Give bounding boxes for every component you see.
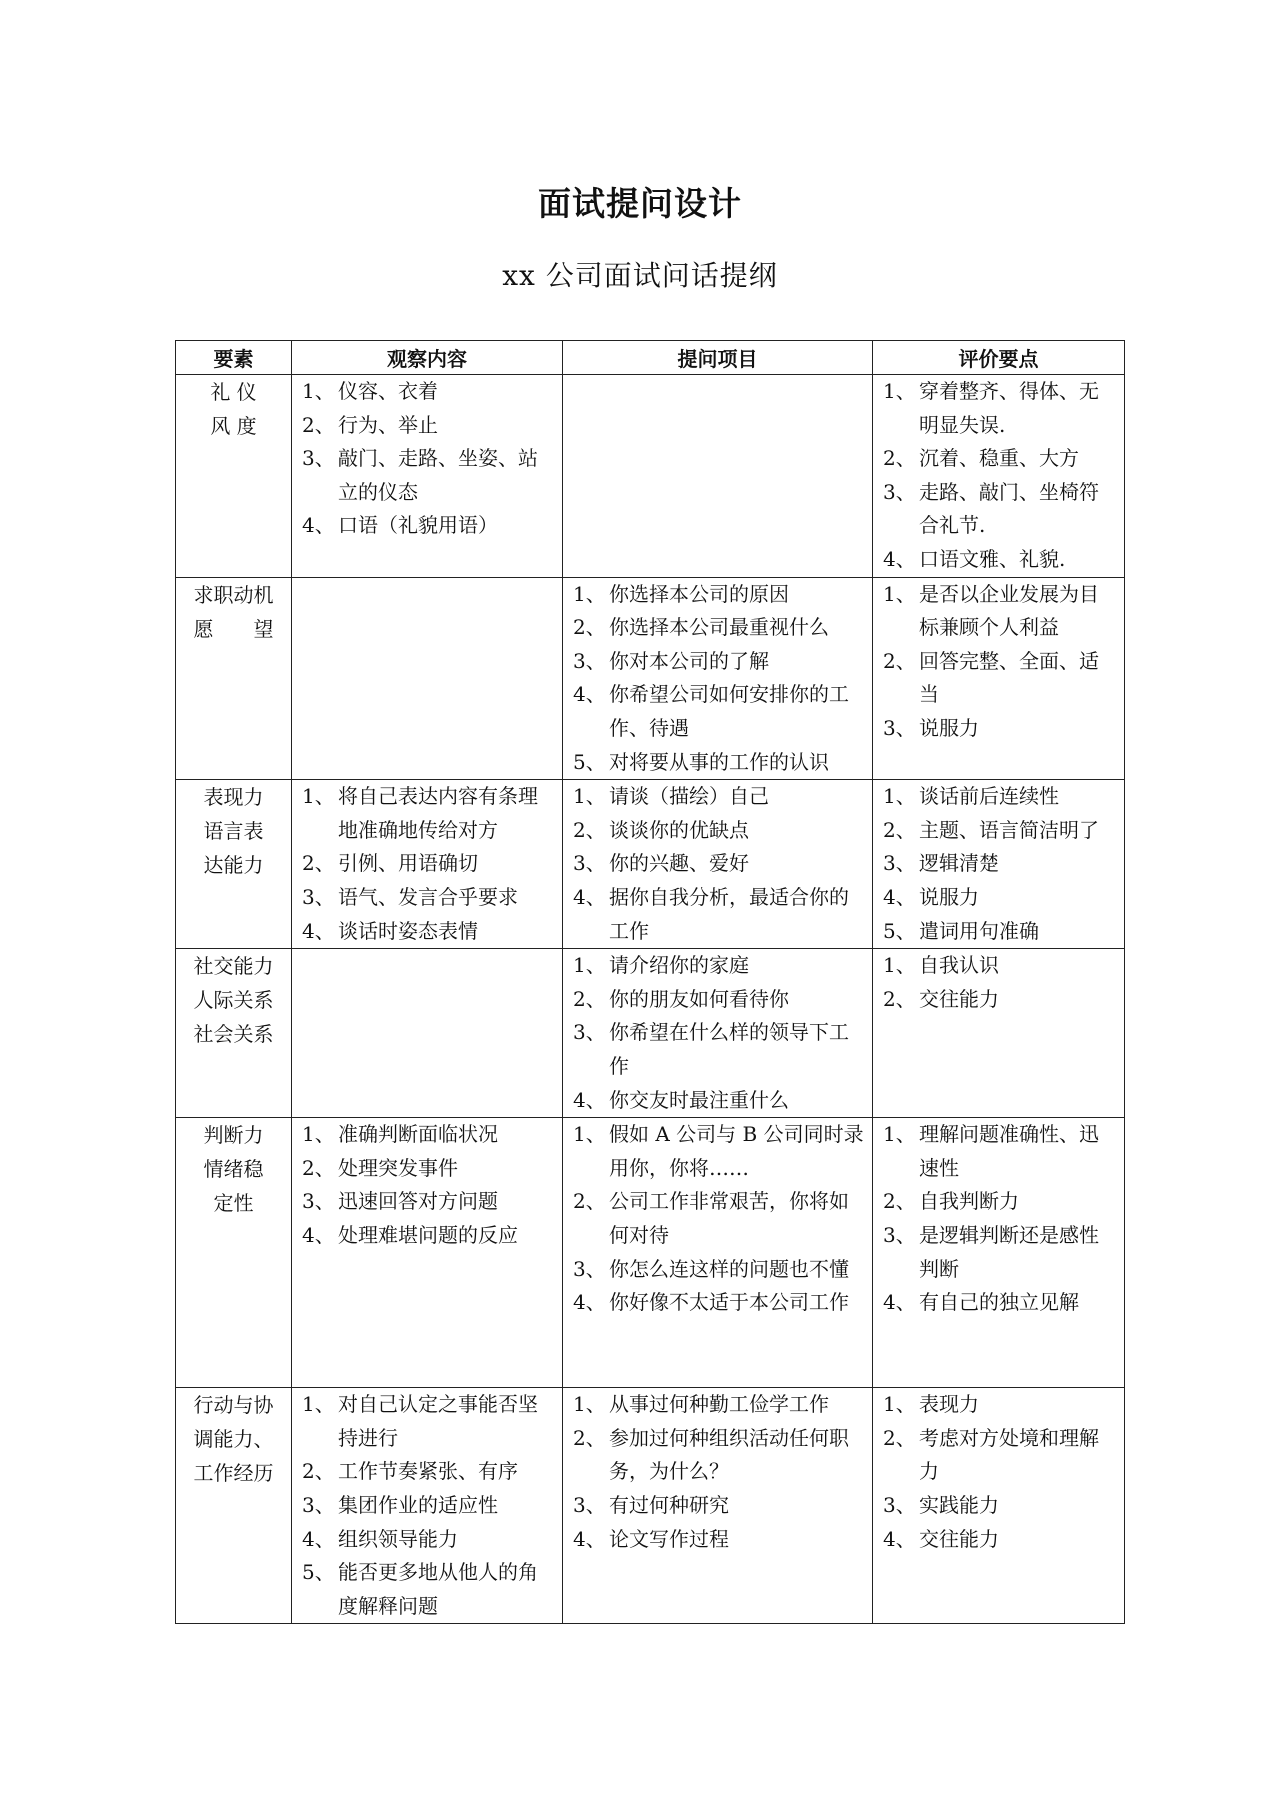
header-row (176, 341, 1125, 375)
item-text: 你对本公司的了解 (609, 648, 769, 673)
item-number: 3、 (302, 1492, 335, 1517)
list-item (302, 509, 556, 543)
item-number: 2、 (883, 986, 916, 1011)
list-item (883, 645, 1118, 712)
item-text: 谈谈你的优缺点 (609, 817, 749, 842)
item-number: 3、 (573, 648, 606, 673)
list-item (573, 881, 866, 948)
item-text: 沉着、稳重、大方 (919, 446, 1079, 471)
item-number: 3、 (883, 1492, 916, 1517)
item-text: 说服力 (919, 715, 979, 740)
evaluation-list (883, 949, 1118, 1016)
item-text: 穿着整齐、得体、无明显失误. (919, 379, 1099, 437)
list-item (302, 847, 556, 881)
item-text: 是逻辑判断还是感性判断 (919, 1222, 1099, 1281)
item-number: 2、 (302, 1155, 335, 1180)
evaluation-cell (873, 1118, 1125, 1388)
list-item (302, 442, 556, 509)
item-text: 集团作业的适应性 (338, 1492, 498, 1517)
item-text: 公司工作非常艰苦，你将如何对待 (609, 1189, 849, 1247)
item-text: 回答完整、全面、适当 (919, 648, 1099, 707)
list-item (573, 1185, 866, 1252)
item-number: 4、 (883, 1526, 916, 1551)
item-text: 遣词用句准确 (919, 918, 1039, 943)
observe-cell (292, 1388, 563, 1624)
list-item (302, 1523, 556, 1557)
item-text: 论文写作过程 (609, 1526, 729, 1551)
item-number: 1、 (883, 581, 916, 606)
item-text: 敲门、走路、坐姿、站立的仪态 (338, 446, 538, 504)
element-label-line: 表现力 (203, 785, 264, 810)
list-item (573, 814, 866, 848)
list-item (883, 780, 1118, 814)
item-text: 说服力 (919, 884, 979, 909)
item-number: 4、 (573, 682, 606, 707)
item-text: 迅速回答对方问题 (338, 1189, 498, 1214)
item-number: 1、 (883, 379, 916, 403)
element-label-line: 语言表 (203, 819, 264, 844)
item-number: 4、 (573, 1290, 606, 1315)
list-item (573, 1523, 866, 1557)
item-number: 2、 (883, 446, 916, 471)
observe-list (302, 1118, 556, 1252)
item-text: 自我认识 (919, 953, 999, 978)
item-text: 交往能力 (919, 1526, 999, 1551)
element-label-line: 行动与协 (193, 1393, 274, 1418)
item-number: 1、 (883, 1122, 916, 1147)
item-text: 你怎么连这样的问题也不懂 (609, 1256, 849, 1281)
questions-cell (563, 375, 873, 578)
list-item (302, 1118, 556, 1152)
item-number: 1、 (573, 784, 606, 809)
evaluation-cell (873, 780, 1125, 949)
header-element: 要素 (176, 341, 292, 375)
element-label-line: 礼 仪 (210, 380, 257, 404)
item-number: 2、 (883, 1189, 916, 1214)
questions-cell (563, 949, 873, 1118)
item-text: 将自己表达内容有条理地准确地传给对方 (338, 784, 538, 842)
item-text: 你希望公司如何安排你的工作、待遇 (609, 682, 849, 740)
list-item (883, 1286, 1118, 1320)
item-number: 2、 (302, 1459, 335, 1484)
item-text: 你选择本公司的原因 (609, 581, 789, 606)
item-text: 语气、发言合乎要求 (338, 884, 518, 909)
item-text: 有自己的独立见解 (919, 1290, 1079, 1315)
element-label-line: 社交能力 (193, 954, 274, 979)
item-number: 2、 (883, 1425, 916, 1450)
item-number: 4、 (883, 546, 916, 571)
questions-list (573, 780, 866, 948)
item-text: 走路、敲门、坐椅符合礼节. (919, 479, 1099, 538)
questions-cell (563, 1388, 873, 1624)
list-item (573, 1286, 866, 1320)
item-number: 4、 (573, 1526, 606, 1551)
list-item (573, 780, 866, 814)
list-item (573, 645, 866, 679)
list-item (573, 1084, 866, 1118)
observe-cell (292, 577, 563, 780)
table-row (176, 949, 1125, 1118)
table-row (176, 375, 1125, 578)
item-number: 2、 (302, 412, 335, 437)
list-item (883, 476, 1118, 543)
item-text: 理解问题准确性、迅速性 (919, 1122, 1099, 1180)
item-text: 口语（礼貌用语） (338, 513, 498, 538)
list-item (302, 1489, 556, 1523)
item-number: 2、 (573, 615, 606, 640)
observe-cell (292, 780, 563, 949)
item-number: 3、 (883, 851, 916, 876)
element-cell (176, 949, 292, 1118)
list-item (573, 611, 866, 645)
item-number: 1、 (302, 379, 335, 403)
element-cell (176, 1388, 292, 1624)
item-text: 行为、举止 (338, 412, 438, 437)
item-text: 处理突发事件 (338, 1155, 458, 1180)
item-number: 2、 (573, 817, 606, 842)
item-text: 能否更多地从他人的角度解释问题 (338, 1560, 538, 1618)
item-number: 4、 (883, 884, 916, 909)
element-label-line: 社会关系 (193, 1022, 274, 1047)
list-item (573, 949, 866, 983)
list-item (302, 409, 556, 443)
evaluation-list (883, 1388, 1118, 1556)
list-item (883, 881, 1118, 915)
item-number: 2、 (883, 648, 916, 673)
item-text: 交往能力 (919, 986, 999, 1011)
list-item (883, 578, 1118, 645)
item-text: 假如 A 公司与 B 公司同时录用你，你将…… (609, 1122, 864, 1180)
item-number: 4、 (302, 1526, 335, 1551)
item-text: 处理难堪问题的反应 (338, 1222, 518, 1247)
list-item (302, 1185, 556, 1219)
list-item (573, 1016, 866, 1083)
item-text: 表现力 (919, 1392, 979, 1417)
evaluation-list (883, 1118, 1118, 1320)
questions-cell (563, 577, 873, 780)
item-text: 仪容、衣着 (338, 379, 438, 403)
list-item (883, 915, 1118, 949)
item-number: 1、 (573, 953, 606, 978)
list-item (573, 1253, 866, 1287)
header-questions: 提问项目 (563, 341, 873, 375)
item-number: 4、 (302, 513, 335, 538)
questions-cell (563, 1118, 873, 1388)
item-number: 3、 (573, 851, 606, 876)
item-text: 口语文雅、礼貌. (919, 546, 1066, 571)
item-number: 4、 (302, 918, 335, 943)
list-item (883, 814, 1118, 848)
item-text: 引例、用语确切 (338, 851, 478, 876)
evaluation-list (883, 780, 1118, 948)
element-label-line: 人际关系 (193, 988, 274, 1013)
observe-list (302, 780, 556, 948)
item-text: 你希望在什么样的领导下工作 (609, 1020, 849, 1078)
evaluation-cell (873, 577, 1125, 780)
list-item (883, 712, 1118, 746)
item-text: 对自己认定之事能否坚持进行 (338, 1392, 538, 1450)
element-label-line: 工作经历 (193, 1461, 274, 1486)
item-number: 1、 (573, 581, 606, 606)
item-text: 请介绍你的家庭 (609, 953, 749, 978)
questions-list (573, 1118, 866, 1320)
list-item (883, 1523, 1118, 1557)
interview-table (175, 340, 1125, 1624)
list-item (302, 915, 556, 949)
item-number: 1、 (573, 1122, 606, 1147)
element-label-line: 达能力 (203, 853, 264, 878)
item-number: 1、 (883, 1392, 916, 1417)
item-number: 5、 (883, 918, 916, 943)
table-row (176, 577, 1125, 780)
element-cell (176, 375, 292, 578)
list-item (883, 1118, 1118, 1185)
item-text: 是否以企业发展为目标兼顾个人利益 (919, 581, 1099, 640)
list-item (883, 375, 1118, 442)
observe-cell (292, 949, 563, 1118)
item-text: 谈话前后连续性 (919, 784, 1059, 809)
element-cell (176, 577, 292, 780)
observe-list (302, 375, 556, 543)
item-text: 自我判断力 (919, 1189, 1019, 1214)
list-item (573, 746, 866, 780)
item-number: 3、 (573, 1492, 606, 1517)
table-row (176, 780, 1125, 949)
item-number: 3、 (302, 1189, 335, 1214)
observe-cell (292, 375, 563, 578)
item-text: 参加过何种组织活动任何职务，为什么？ (609, 1425, 849, 1484)
list-item (573, 1118, 866, 1185)
item-number: 2、 (573, 1425, 606, 1450)
page-title: 面试提问设计 (538, 184, 742, 223)
item-number: 3、 (302, 884, 335, 909)
item-text: 工作节奏紧张、有序 (338, 1459, 518, 1484)
item-number: 3、 (883, 479, 916, 504)
item-number: 3、 (883, 715, 916, 740)
item-number: 1、 (883, 784, 916, 809)
list-item (573, 578, 866, 612)
item-number: 2、 (573, 1189, 606, 1214)
item-number: 1、 (302, 1122, 335, 1147)
list-item (883, 442, 1118, 476)
element-label-line: 愿 望 (193, 616, 274, 641)
item-number: 4、 (573, 1087, 606, 1112)
list-item (302, 881, 556, 915)
item-text: 主题、语言简洁明了 (919, 817, 1099, 842)
item-text: 你的兴趣、爱好 (609, 851, 749, 876)
questions-cell (563, 780, 873, 949)
evaluation-cell (873, 949, 1125, 1118)
item-text: 组织领导能力 (338, 1526, 458, 1551)
item-text: 据你自我分析，最适合你的工作 (609, 884, 849, 943)
item-number: 2、 (302, 851, 335, 876)
item-number: 3、 (883, 1222, 916, 1247)
page-subtitle: xx 公司面试问话提纲 (502, 259, 778, 292)
item-number: 1、 (302, 784, 335, 809)
item-text: 你好像不太适于本公司工作 (609, 1290, 849, 1315)
list-item (883, 1422, 1118, 1489)
list-item (883, 543, 1118, 577)
list-item (302, 1152, 556, 1186)
element-cell (176, 780, 292, 949)
list-item (573, 983, 866, 1017)
list-item (573, 847, 866, 881)
list-item (302, 1219, 556, 1253)
list-item (883, 847, 1118, 881)
item-number: 5、 (302, 1560, 335, 1585)
questions-list (573, 949, 866, 1117)
element-label-line: 情绪稳 (203, 1157, 264, 1182)
list-item (573, 678, 866, 745)
element-label-line: 判断力 (203, 1123, 264, 1148)
list-item (883, 1185, 1118, 1219)
item-number: 3、 (573, 1256, 606, 1281)
item-text: 对将要从事的工作的认识 (609, 749, 829, 774)
header-observe: 观察内容 (292, 341, 563, 375)
item-number: 1、 (573, 1392, 606, 1417)
list-item (883, 1388, 1118, 1422)
item-text: 你的朋友如何看待你 (609, 986, 789, 1011)
list-item (883, 1219, 1118, 1286)
observe-list (302, 1388, 556, 1623)
item-text: 请谈（描绘）自己 (609, 784, 769, 809)
questions-list (573, 1388, 866, 1556)
item-number: 5、 (573, 749, 606, 774)
list-item (573, 1422, 866, 1489)
item-number: 3、 (573, 1020, 606, 1045)
evaluation-cell (873, 375, 1125, 578)
questions-list (573, 578, 866, 780)
list-item (302, 780, 556, 847)
header-evaluation: 评价要点 (873, 341, 1125, 375)
item-text: 考虑对方处境和理解力 (919, 1425, 1099, 1484)
element-label-line: 求职动机 (193, 582, 274, 607)
item-text: 从事过何种勤工俭学工作 (609, 1392, 829, 1417)
item-text: 你交友时最注重什么 (609, 1087, 789, 1112)
item-text: 有过何种研究 (609, 1492, 729, 1517)
element-label-line: 调能力、 (193, 1427, 274, 1452)
list-item (573, 1388, 866, 1422)
table-row (176, 1118, 1125, 1388)
item-number: 2、 (573, 986, 606, 1011)
item-text: 你选择本公司最重视什么 (609, 615, 829, 640)
list-item (883, 983, 1118, 1017)
list-item (302, 1455, 556, 1489)
item-number: 4、 (573, 884, 606, 909)
list-item (883, 1489, 1118, 1523)
item-text: 逻辑清楚 (919, 851, 999, 876)
observe-cell (292, 1118, 563, 1388)
element-label-line: 定性 (213, 1191, 254, 1216)
element-cell (176, 1118, 292, 1388)
item-number: 1、 (302, 1392, 335, 1417)
list-item (302, 375, 556, 409)
item-text: 实践能力 (919, 1492, 999, 1517)
item-number: 2、 (883, 817, 916, 842)
item-text: 准确判断面临状况 (338, 1122, 498, 1147)
item-number: 4、 (883, 1290, 916, 1315)
list-item (883, 949, 1118, 983)
table-row (176, 1388, 1125, 1624)
item-number: 4、 (302, 1222, 335, 1247)
item-text: 谈话时姿态表情 (338, 918, 478, 943)
item-number: 1、 (883, 953, 916, 978)
list-item (573, 1489, 866, 1523)
evaluation-list (883, 375, 1118, 577)
element-label-line: 风 度 (210, 414, 257, 438)
evaluation-list (883, 578, 1118, 746)
list-item (302, 1388, 556, 1455)
item-number: 3、 (302, 446, 335, 471)
list-item (302, 1556, 556, 1623)
evaluation-cell (873, 1388, 1125, 1624)
